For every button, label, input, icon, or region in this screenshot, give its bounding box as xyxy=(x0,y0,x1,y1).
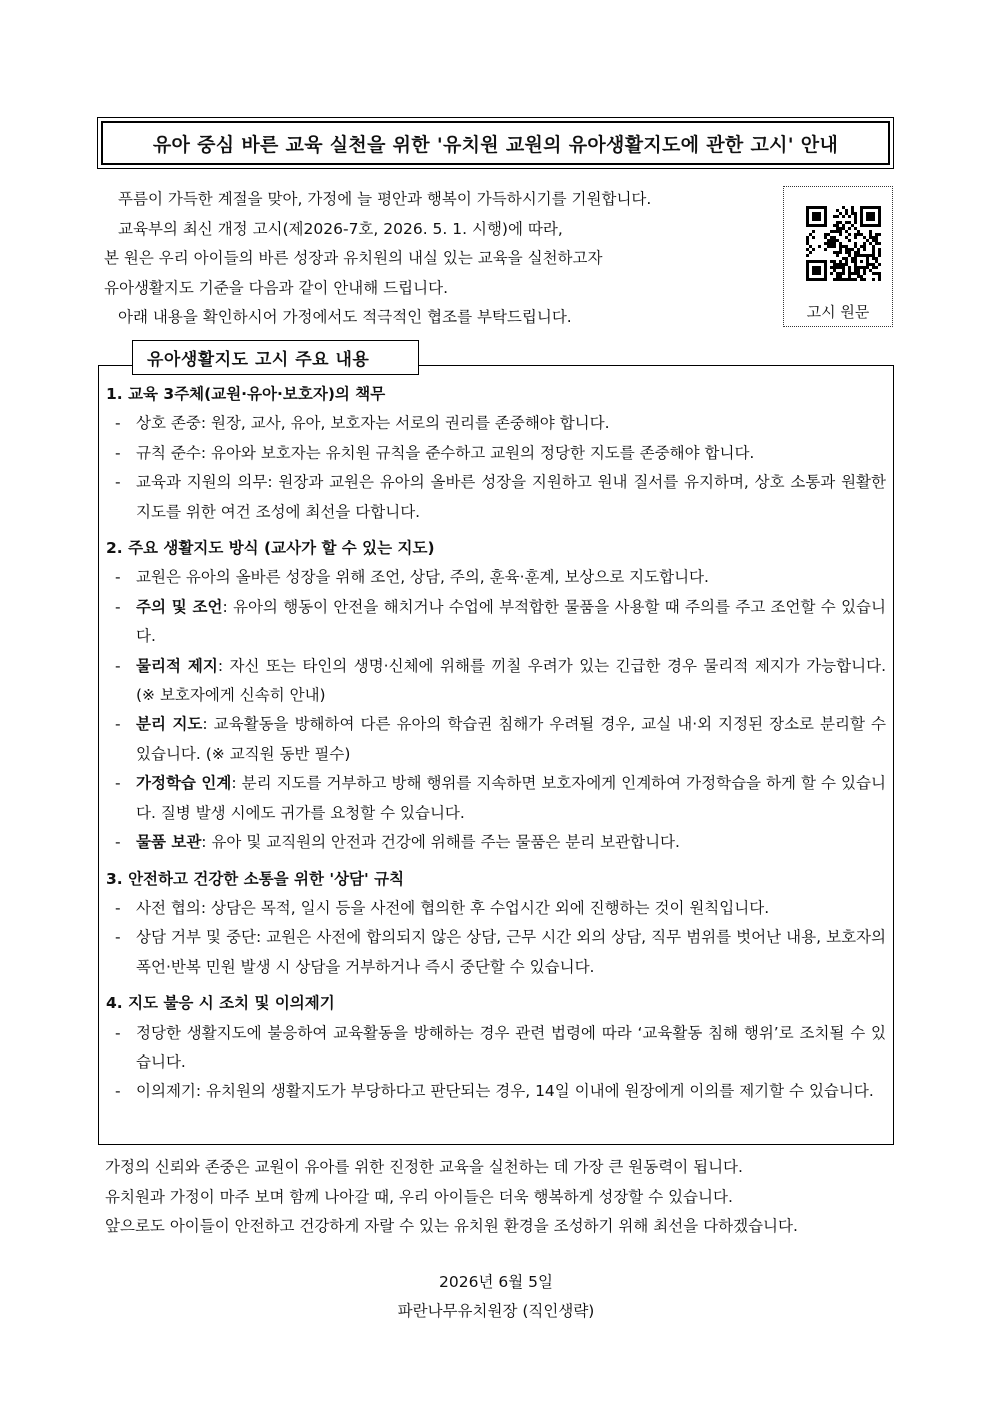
bullet-dash: - xyxy=(115,656,121,675)
list-item xyxy=(106,652,886,711)
intro-line: 아래 내용을 확인하시어 가정에서도 적극적인 협조를 부탁드립니다. xyxy=(118,308,572,326)
intro-line: 본 원은 우리 아이들의 바른 성장과 유치원의 내실 있는 교육을 실천하고자 xyxy=(104,249,603,267)
intro-paragraph xyxy=(104,185,774,333)
guidance-sections xyxy=(106,380,886,1107)
item-text: 규칙 준수: 유아와 보호자는 유치원 규칙을 준수하고 교원의 정당한 지도를 존중해야 합니다. xyxy=(136,443,755,462)
list-item xyxy=(106,468,886,527)
title-box xyxy=(97,117,894,169)
list-item xyxy=(106,439,886,468)
bullet-dash: - xyxy=(115,1023,121,1042)
item-keyword: 분리 지도 xyxy=(136,715,203,734)
list-item xyxy=(106,769,886,828)
signature: 파란나무유치원장 (직인생략) xyxy=(397,1302,595,1320)
box-tab-title: 유아생활지도 고시 주요 내용 xyxy=(132,340,419,375)
list-item xyxy=(106,1077,886,1106)
closing-line: 유치원과 가정이 마주 보며 함께 나아갈 때, 우리 아이들은 더욱 행복하게 성장할 수 있습니다. xyxy=(105,1187,733,1206)
item-text: 상호 존중: 원장, 교사, 유아, 보호자는 서로의 권리를 존중해야 합니다. xyxy=(136,414,610,433)
item-text: 교원은 유아의 올바른 성장을 위해 조언, 상담, 주의, 훈육·훈계, 보상으로 지도합니다. xyxy=(136,568,709,587)
item-text: : 유아의 행동이 안전을 해치거나 수업에 부적합한 물품을 사용할 때 주의를 주고 조언할 수 있습니다. xyxy=(136,597,886,646)
bullet-dash: - xyxy=(115,715,121,734)
item-text: 상담 거부 및 중단: 교원은 사전에 합의되지 않은 상담, 근무 시간 외의 상담, 직무 범위를 벗어난 내용, 보호자의 폭언·반복 민원 발생 시 상담을 거부하거나 즉시 중단할 수 있습니다. xyxy=(136,928,886,976)
item-text: 이의제기: 유치원의 생활지도가 부당하다고 판단되는 경우, 14일 이내에 원장에게 이의를 제기할 수 있습니다. xyxy=(136,1082,874,1101)
item-text: 교육과 지원의 의무: 원장과 교원은 유아의 올바른 성장을 지원하고 원내 질서를 유지하며, 상호 소통과 원활한 지도를 위한 여건 조성에 최선을 다합니다. xyxy=(136,473,886,521)
qr-code-icon[interactable] xyxy=(806,206,881,281)
bullet-dash: - xyxy=(115,1082,121,1101)
list-item xyxy=(106,923,886,982)
item-keyword: 물리적 제지 xyxy=(136,656,218,675)
list-item xyxy=(106,593,886,652)
closing-line: 가정의 신뢰와 존중은 교원이 유아를 위한 진정한 교육을 실천하는 데 가장 큰 원동력이 됩니다. xyxy=(105,1158,743,1176)
section-heading: 3. 안전하고 건강한 소통을 위한 '상담' 규칙 xyxy=(106,869,405,888)
intro-line: 교육부의 최신 개정 고시(제2026-7호, 2026. 5. 1. 시행)에 따라, xyxy=(118,219,563,238)
intro-line: 푸름이 가득한 계절을 맞아, 가정에 늘 평안과 행복이 가득하시기를 기원합니다. xyxy=(118,190,652,208)
page-title: 유아 중심 바른 교육 실천을 위한 '유치원 교원의 유아생활지도에 관한 고시' 안내 xyxy=(101,121,890,165)
list-item xyxy=(106,894,886,923)
section-heading: 1. 교육 3주체(교원·유아·보호자)의 책무 xyxy=(106,385,386,403)
list-item xyxy=(106,710,886,769)
list-item xyxy=(106,1019,886,1078)
bullet-dash: - xyxy=(115,833,121,852)
bullet-dash: - xyxy=(115,898,121,917)
item-text: : 자신 또는 타인의 생명·신체에 위해를 끼칠 우려가 있는 긴급한 경우 물리적 제지가 가능합니다. (※ 보호자에게 신속히 안내) xyxy=(136,656,886,705)
bullet-dash: - xyxy=(115,928,121,947)
list-item xyxy=(106,409,886,438)
item-text: 사전 협의: 상담은 목적, 일시 등을 사전에 협의한 후 수업시간 외에 진행하는 것이 원칙입니다. xyxy=(136,898,770,917)
section-heading: 2. 주요 생활지도 방식 (교사가 할 수 있는 지도) xyxy=(106,539,435,558)
bullet-dash: - xyxy=(115,774,121,793)
bullet-dash: - xyxy=(115,568,121,587)
intro-line: 유아생활지도 기준을 다음과 같이 안내해 드립니다. xyxy=(104,278,448,297)
bullet-dash: - xyxy=(115,414,121,433)
qr-code-box[interactable] xyxy=(783,186,893,327)
bullet-dash: - xyxy=(115,443,121,462)
closing-line: 앞으로도 아이들이 안전하고 건강하게 자랄 수 있는 유치원 환경을 조성하기 위해 최선을 다하겠습니다. xyxy=(105,1217,798,1235)
item-text: 정당한 생활지도에 불응하여 교육활동을 방해하는 경우 관련 법령에 따라 ‘교육활동 침해 행위’로 조치될 수 있습니다. xyxy=(136,1023,886,1071)
section-heading: 4. 지도 불응 시 조치 및 이의제기 xyxy=(106,994,335,1013)
closing-paragraph xyxy=(95,1153,897,1242)
bullet-dash: - xyxy=(115,597,121,616)
qr-label: 고시 원문 xyxy=(806,303,870,321)
list-item xyxy=(106,828,886,857)
notice-date: 2026년 6월 5일 xyxy=(439,1273,553,1291)
item-keyword: 가정학습 인계 xyxy=(136,774,232,793)
item-text: : 유아 및 교직원의 안전과 건강에 위해를 주는 물품은 분리 보관합니다. xyxy=(201,833,680,852)
item-text: : 분리 지도를 거부하고 방해 행위를 지속하면 보호자에게 인계하여 가정학습을 하게 할 수 있습니다. 질병 발생 시에도 귀가를 요청할 수 있습니다. xyxy=(136,774,886,822)
item-keyword: 주의 및 조언 xyxy=(136,597,223,616)
item-text: : 교육활동을 방해하여 다른 유아의 학습권 침해가 우려될 경우, 교실 내·외 지정된 장소로 분리할 수 있습니다. (※ 교직원 동반 필수) xyxy=(136,715,886,763)
item-keyword: 물품 보관 xyxy=(136,833,202,852)
list-item xyxy=(106,563,886,592)
bullet-dash: - xyxy=(115,473,121,492)
